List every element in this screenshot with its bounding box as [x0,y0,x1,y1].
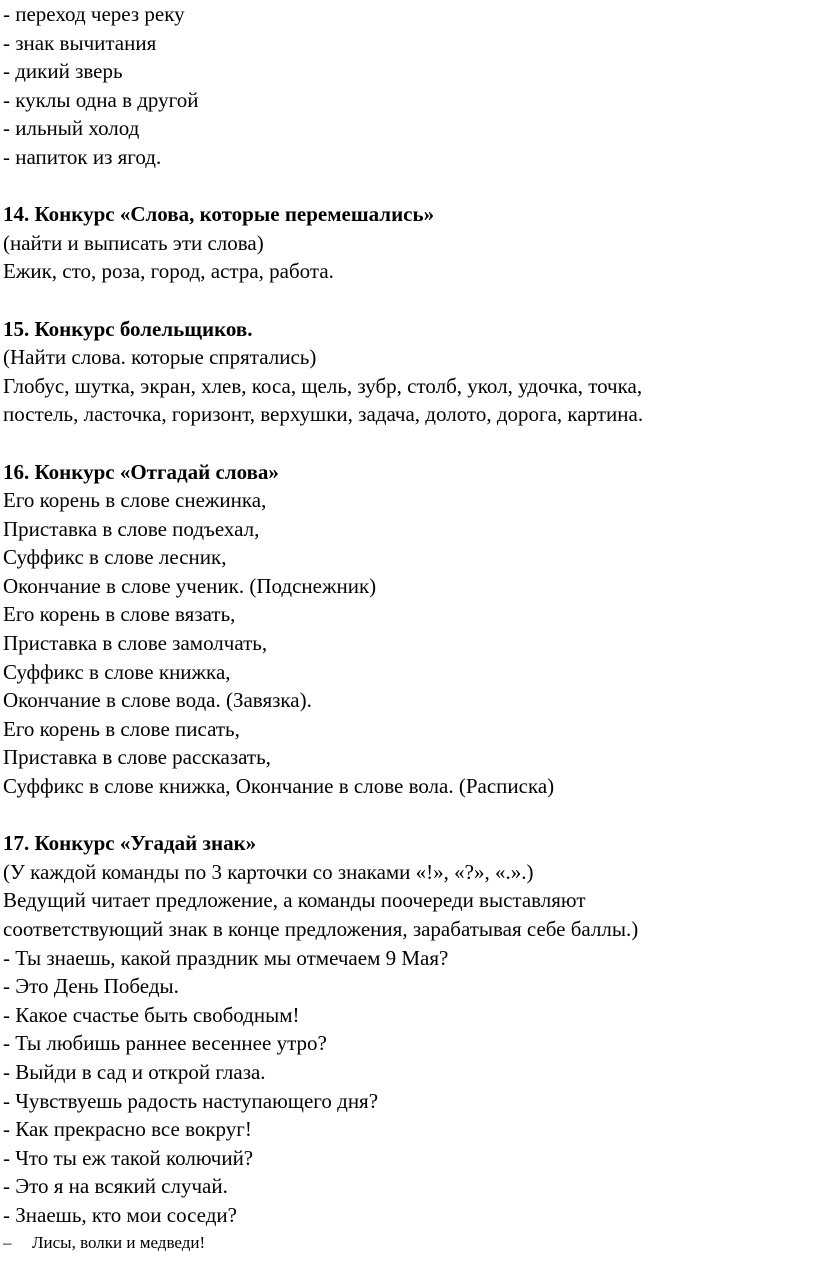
text-line: Ведущий читает предложение, а команды поочереди выставляют [3,888,586,913]
text-line: Окончание в слове вода. (Завязка). [3,688,312,713]
text-line: Его корень в слове снежинка, [3,488,267,513]
contest-14-section [3,200,816,286]
list-item: - куклы одна в другой [3,87,199,112]
text-line: Суффикс в слове книжка, Окончание в слове вола. (Расписка) [3,774,555,799]
dash-mark: – [3,1232,12,1252]
list-item: - дикий зверь [3,59,123,84]
text-line: (Найти слова. которые спрятались) [3,345,317,370]
text-line: Его корень в слове вязать, [3,602,236,627]
dialogue-line: - Ты любишь раннее весеннее утро? [3,1031,327,1056]
list-item: - знак вычитания [3,30,157,55]
text-line: Суффикс в слове книжка, [3,659,231,684]
intro-list [3,0,816,172]
dialogue-line-last [3,1230,816,1259]
text-line: Приставка в слове подъехал, [3,516,260,541]
contest-15-section [3,315,816,429]
spacer [3,286,816,315]
text-line: Его корень в слове писать, [3,716,240,741]
text-line: постель, ласточка, горизонт, верхушки, задача, долото, дорога, картина. [3,402,644,427]
spacer [3,172,816,201]
section-heading: 17. Конкурс «Угадай знак» [3,831,257,856]
text-line: Суффикс в слове лесник, [3,545,227,570]
section-heading: 15. Конкурс болельщиков. [3,316,253,341]
text-line: соответствующий знак в конце предложения, зарабатывая себе баллы.) [3,917,639,941]
section-heading: 16. Конкурс «Отгадай слова» [3,459,279,484]
text-line: Глобус, шутка, экран, хлев, коса, щель, зубр, столб, укол, удочка, точка, [3,373,643,398]
dialogue-line: - Знаешь, кто мои соседи? [3,1202,237,1227]
dialogue-line: - Что ты еж такой колючий? [3,1145,254,1170]
dialogue-line: - Как прекрасно все вокруг! [3,1117,252,1142]
text-line: Приставка в слове рассказать, [3,745,271,770]
spacer [3,801,816,830]
dialogue-line: - Это я на всякий случай. [3,1174,228,1199]
dialogue-line: - Ты знаешь, какой праздник мы отмечаем 9 Мая? [3,945,449,970]
dialogue-line: - Это День Победы. [3,974,179,999]
text-line: (найти и выписать эти слова) [3,230,264,255]
list-item: - напиток из ягод. [3,144,162,169]
list-item: - ильный холод [3,116,140,141]
text-line: Ежик, сто, роза, город, астра, работа. [3,259,334,284]
spacer [3,429,816,458]
contest-17-section [3,829,816,1258]
text-line: Приставка в слове замолчать, [3,631,268,656]
section-heading: 14. Конкурс «Слова, которые перемешались» [3,202,435,227]
text-line: Окончание в слове ученик. (Подснежник) [3,573,377,598]
dialogue-line: - Чувствуешь радость наступающего дня? [3,1088,379,1113]
list-item: - переход через реку [3,2,185,26]
last-line-text: Лисы, волки и медведи! [32,1232,206,1252]
text-line: (У каждой команды по 3 карточки со знаками «!», «?», «.».) [3,859,534,884]
contest-16-section [3,458,816,801]
dialogue-line: - Какое счастье быть свободным! [3,1002,300,1027]
dialogue-line: - Выйди в сад и открой глаза. [3,1059,266,1084]
